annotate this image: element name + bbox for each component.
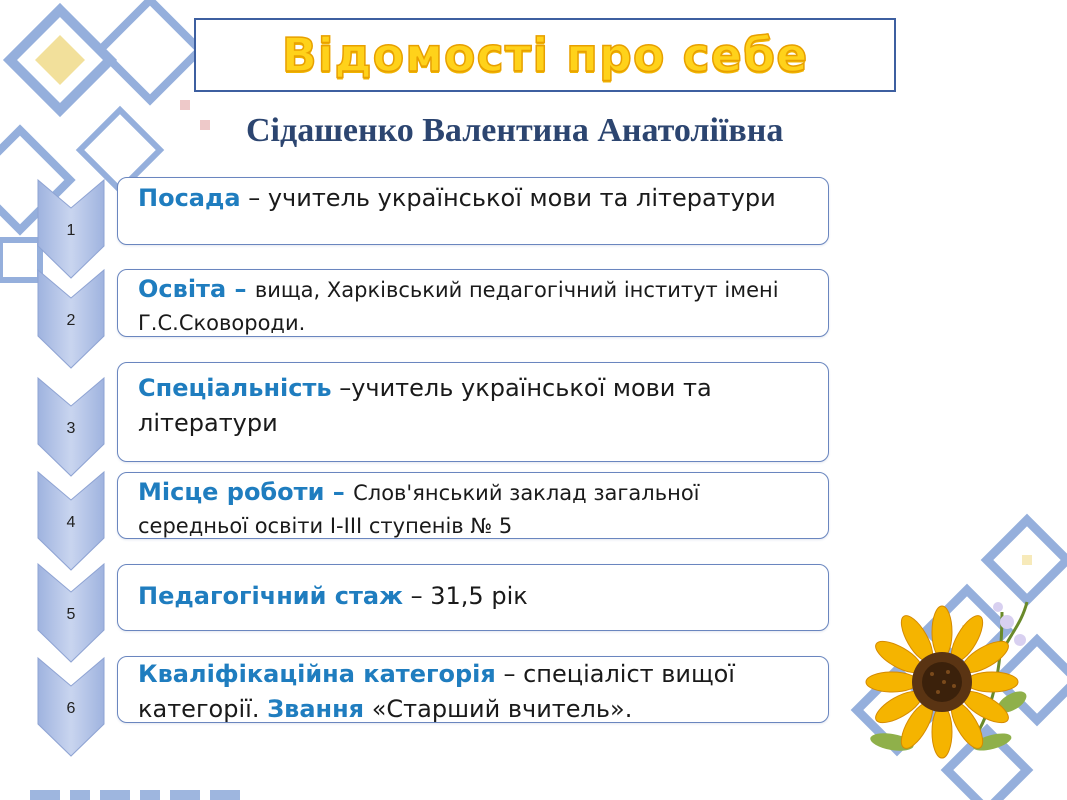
info-separator: – xyxy=(240,184,268,212)
info-separator: – xyxy=(226,275,255,303)
info-label: Педагогічний стаж xyxy=(138,582,403,610)
info-label: Освіта xyxy=(138,275,227,303)
sunflower-icon xyxy=(852,592,1032,762)
info-text xyxy=(138,181,808,216)
chevron-step-1 xyxy=(36,178,106,280)
info-text xyxy=(138,657,808,727)
step-number: 1 xyxy=(66,222,76,239)
info-box-position xyxy=(117,177,829,245)
info-value: спеціаліст вищої категорії. xyxy=(138,660,735,723)
info-box-specialty xyxy=(117,362,829,462)
info-box-qualification xyxy=(117,656,829,723)
chevron-step-2 xyxy=(36,268,106,370)
info-label: Кваліфікаційна категорія xyxy=(138,660,496,688)
slide-title: Відомості про себе xyxy=(281,28,809,82)
info-label: Місце роботи xyxy=(138,478,325,506)
info-text xyxy=(138,579,808,614)
chevron-step-6 xyxy=(36,656,106,758)
info-separator: – xyxy=(331,374,352,402)
info-separator: – xyxy=(324,478,354,506)
info-box-experience xyxy=(117,564,829,631)
info-separator: – xyxy=(495,660,524,688)
info-value: учитель української мови та літератури xyxy=(138,374,712,437)
info-box-workplace xyxy=(117,472,829,539)
info-value-rank: «Старший вчитель». xyxy=(364,695,633,723)
info-value: Слов'янський заклад загальної середньої освіти І-ІІІ ступенів № 5 xyxy=(138,481,700,538)
person-name: Сідашенко Валентина Анатоліївна xyxy=(246,112,784,149)
step-number: 5 xyxy=(66,606,76,623)
step-number: 4 xyxy=(66,514,76,531)
info-text xyxy=(138,273,808,340)
info-label: Спеціальність xyxy=(138,374,332,402)
chevron-step-5 xyxy=(36,562,106,664)
info-box-education xyxy=(117,269,829,337)
info-separator: – xyxy=(403,582,431,610)
info-label-rank: Звання xyxy=(267,695,365,723)
info-value: вища, Харківський педагогічний інститут імені Г.С.Сковороди. xyxy=(138,278,779,335)
chevron-step-4 xyxy=(36,470,106,572)
info-value: учитель української мови та літератури xyxy=(267,184,776,212)
step-number: 3 xyxy=(66,420,76,437)
step-number: 6 xyxy=(66,700,76,717)
step-number: 2 xyxy=(66,312,76,329)
embroidery-ornament-bottom-strip xyxy=(30,786,260,800)
info-label: Посада xyxy=(138,184,241,212)
info-text xyxy=(138,371,808,441)
info-value: 31,5 рік xyxy=(430,582,528,610)
title-box xyxy=(194,18,896,92)
chevron-step-3 xyxy=(36,376,106,478)
info-text xyxy=(138,476,808,543)
